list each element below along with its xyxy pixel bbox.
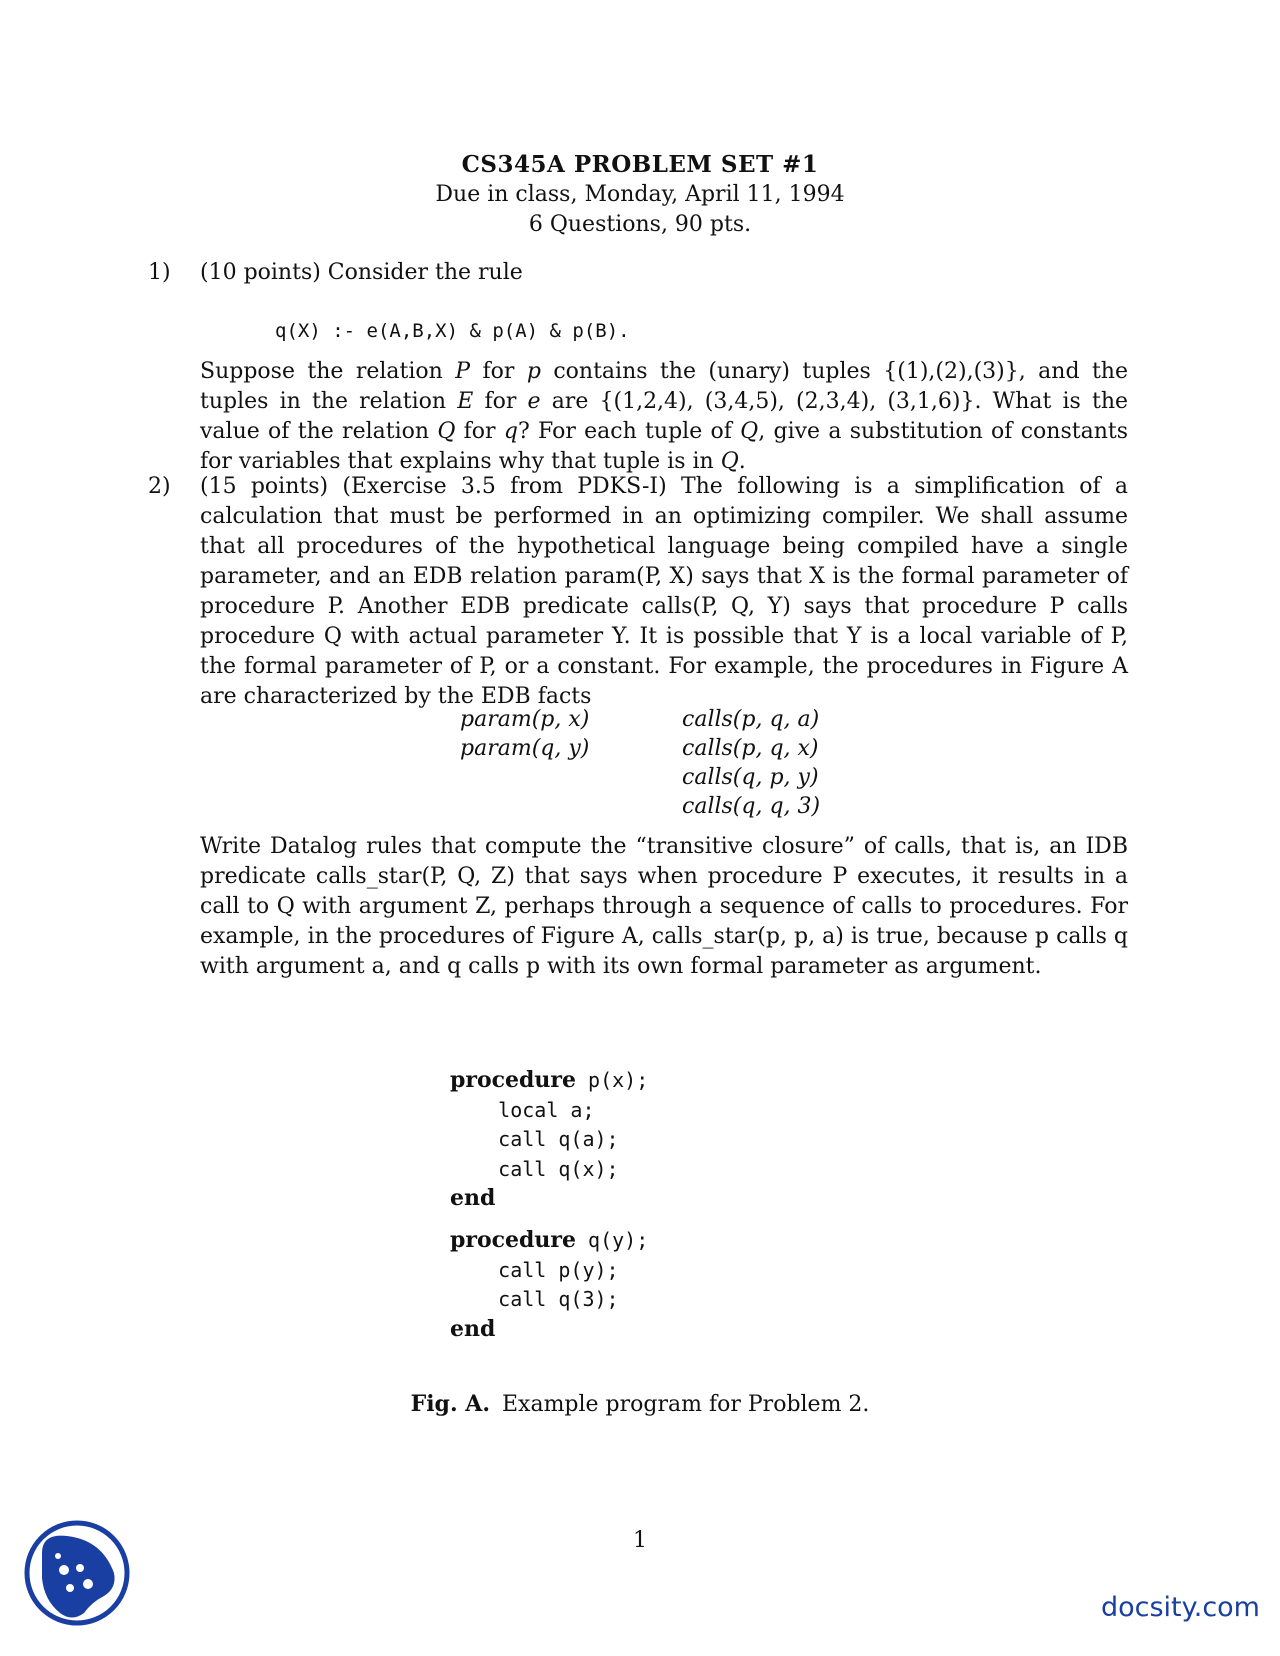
datalog-rule: q(X) :- e(A,B,X) & p(A) & p(B). [275, 320, 630, 342]
code-line: call q(x); [498, 1156, 619, 1181]
edb-facts-calls [682, 705, 820, 821]
questions-summary: 6 Questions, 90 pts. [528, 212, 752, 237]
fact-item: param(q, y) [460, 736, 590, 761]
caption-text: Example program for Problem 2. [501, 1392, 870, 1417]
code-procedure-p: procedure p(x); local a; call q(a); call q(x); end [450, 1067, 649, 1211]
figure-caption [0, 1391, 1280, 1417]
header [0, 150, 1280, 240]
code-procedure-q: procedure q(y); call p(y); call q(3); end [450, 1227, 649, 1342]
fact-item: calls(p, q, x) [682, 736, 819, 761]
problem-2-para-1: (15 points) (Exercise 3.5 from PDKS-I) The following is a simplification of a calculation that must be performed in an optimizing compiler. We shall assume that all procedures of the hypothetical language being compiled have a single parameter, and an EDB relation param(P, X) says that X is the formal parameter of procedure P. Another EDB predicate calls(P, Q, Y) says that procedure P calls procedure Q with actual parameter Y. It is possible that Y is a local variable of P, the formal parameter of P, or a constant. For example, the procedures in Figure A are characterized by the EDB facts [200, 474, 1128, 709]
code-line: local a; [498, 1097, 595, 1122]
problem-1-text: Suppose the relation P for p contains the (unary) tuples {(1),(2),(3)}, and the tuples in the relation E for e are {(1,2,4), (3,4,5), (2,3,4), (3,1,6)}. What is the value of the relation Q for q? For each tuple of Q, give a substitution of constants for variables that explains why that tuple is in Q. [200, 359, 1129, 474]
problem-number: 2) [148, 474, 171, 499]
problem-set-title: CS345A PROBLEM SET #1 [461, 151, 819, 178]
due-date: Due in class, Monday, April 11, 1994 [435, 182, 845, 207]
caption-label: Fig. A. [410, 1391, 490, 1417]
problem-2-para-2: Write Datalog rules that compute the “transitive closure” of calls, that is, an IDB predicate calls_star(P, Q, Z) that says when procedure P executes, it results in a call to Q with argument Z, perhaps through a sequence of calls to procedures. For example, in the procedures of Figure A, calls_star(p, p, a) is true, because p calls q with argument a, and q calls p with its own formal parameter as argument. [200, 834, 1128, 979]
fact-item: calls(p, q, a) [682, 707, 820, 732]
docsity-logo-icon[interactable] [22, 1518, 132, 1628]
fact-item: calls(q, q, 3) [682, 794, 821, 819]
code-line: call q(a); [498, 1127, 619, 1151]
page-number: 1 [633, 1528, 647, 1553]
fact-item: calls(q, p, y) [682, 765, 819, 790]
problem-1-intro: (10 points) Consider the rule [200, 260, 523, 285]
problem-number: 1) [148, 260, 171, 285]
edb-facts-param [460, 705, 589, 763]
code-line: call q(3); [498, 1287, 619, 1311]
fact-item: param(p, x) [460, 707, 590, 732]
code-line: call p(y); [498, 1257, 619, 1282]
docsity-brand-link[interactable]: docsity.com [1100, 1592, 1260, 1623]
